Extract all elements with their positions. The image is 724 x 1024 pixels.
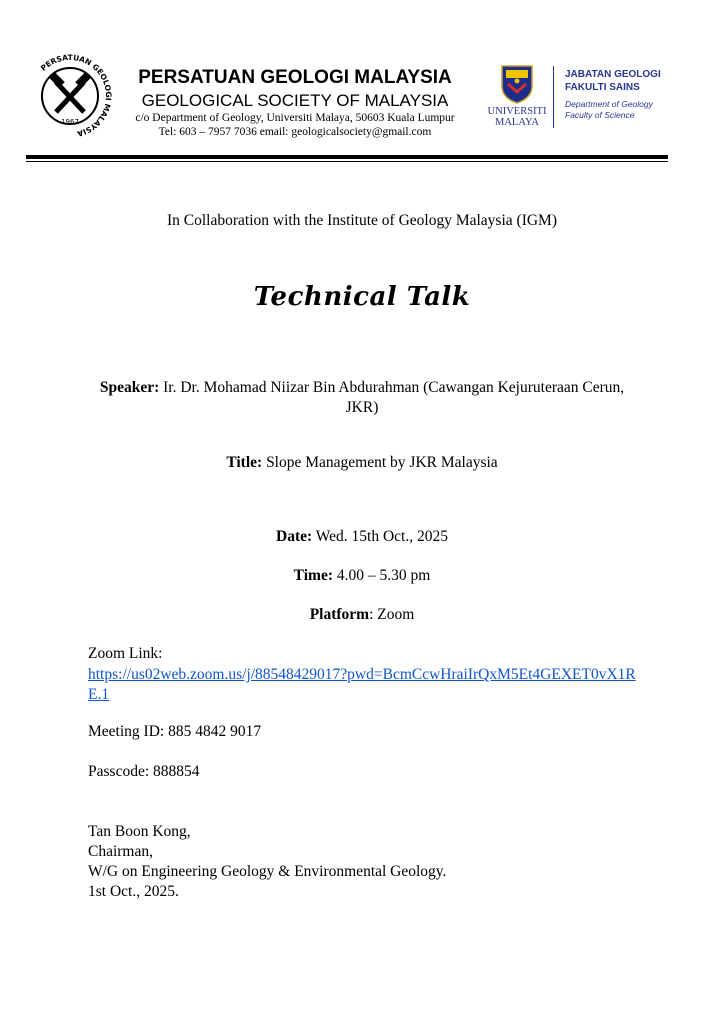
gsm-logo <box>26 52 114 140</box>
dept-name: JABATAN GEOLOGI FAKULTI SAINS <box>565 69 661 93</box>
time-value: 4.00 – 5.30 pm <box>333 567 431 584</box>
signature-block <box>88 822 446 902</box>
logo-ring-text: PERSATUAN GEOLOGI MALAYSIA <box>38 52 114 139</box>
header-rule <box>26 155 668 159</box>
um-name: UNIVERSITI MALAYA <box>487 106 547 128</box>
header-rule-thin <box>26 161 668 162</box>
org-address: c/o Department of Geology, Universiti Malaya, 50603 Kuala Lumpur <box>135 112 455 124</box>
speaker-line <box>90 378 634 418</box>
title-line <box>0 454 724 472</box>
meeting-id: Meeting ID: 885 4842 9017 <box>88 723 262 740</box>
date-label: Date: <box>276 528 313 545</box>
event-heading: Technical Talk <box>253 282 471 312</box>
time-line <box>0 567 724 585</box>
signature-name: Tan Boon Kong, <box>88 823 191 840</box>
um-crest-icon <box>500 64 534 104</box>
signature-group: W/G on Engineering Geology & Environmental Geology. <box>88 863 447 880</box>
signature-date: 1st Oct., 2025. <box>88 883 179 900</box>
passcode: Passcode: 888854 <box>88 763 200 780</box>
title-label: Title: <box>226 454 263 471</box>
platform-value: : Zoom <box>369 606 415 623</box>
title-value: Slope Management by JKR Malaysia <box>262 454 498 471</box>
header-divider <box>553 66 554 128</box>
time-label: Time: <box>293 567 333 584</box>
speaker-value: Ir. Dr. Mohamad Niizar Bin Abdurahman (Cawangan Kejuruteraan Cerun, JKR) <box>159 379 625 416</box>
speaker-label: Speaker: <box>99 379 160 396</box>
org-name-english: GEOLOGICAL SOCIETY OF MALAYSIA <box>141 91 449 110</box>
platform-line <box>0 606 724 624</box>
collaboration-line: In Collaboration with the Institute of Geology Malaysia (IGM) <box>166 212 557 229</box>
date-line <box>0 528 724 546</box>
zoom-link[interactable]: https://us02web.zoom.us/j/88548429017?pwd=BcmCcwHraiIrQxM5Et4GEXET0vX1RE.1 <box>88 666 636 703</box>
platform-label: Platform <box>309 606 370 623</box>
logo-year: 1967 <box>61 118 79 126</box>
org-contact: Tel: 603 – 7957 7036 email: geologicalsociety@gmail.com <box>158 126 432 138</box>
dept-name-english: Department of Geology Faculty of Science <box>565 99 653 120</box>
date-value: Wed. 15th Oct., 2025 <box>312 528 448 545</box>
org-name: PERSATUAN GEOLOGI MALAYSIA <box>138 67 452 88</box>
zoom-link-label: Zoom Link: <box>88 645 163 662</box>
signature-position: Chairman, <box>88 843 153 860</box>
